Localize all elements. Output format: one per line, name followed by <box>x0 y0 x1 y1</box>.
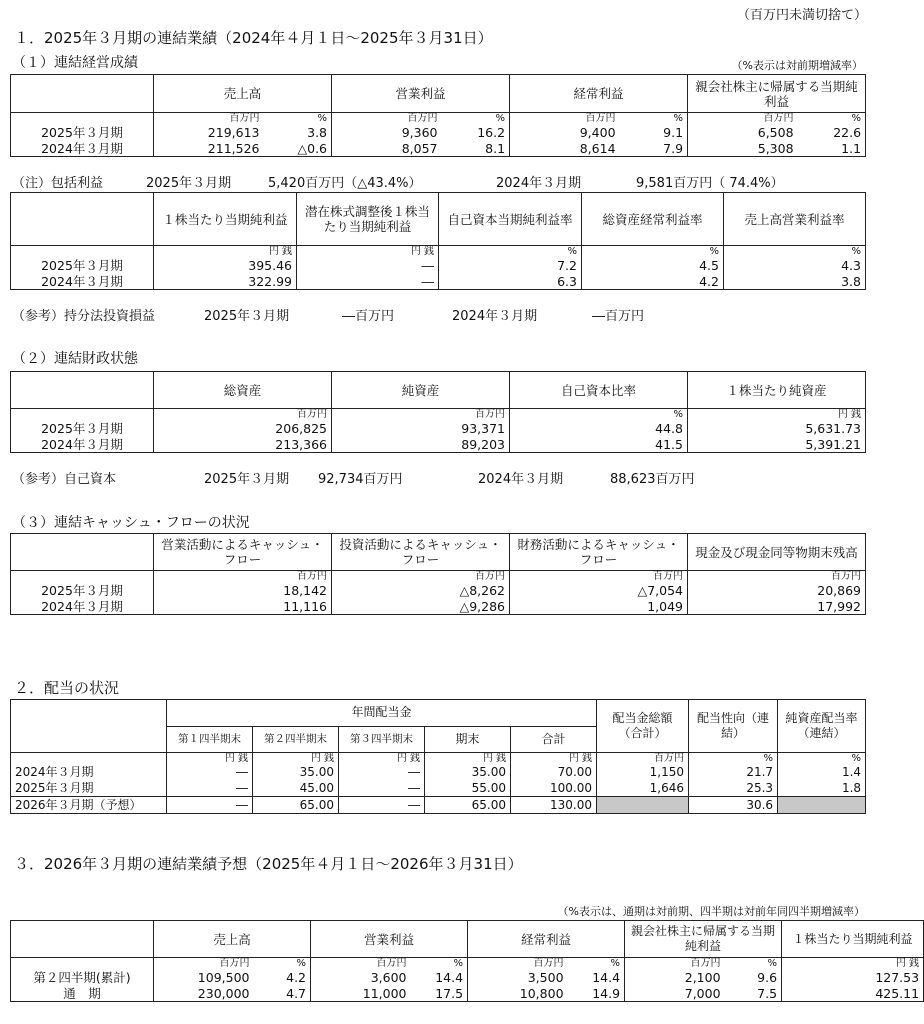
table-cell: 4.2 <box>582 273 724 290</box>
table-row <box>11 273 866 290</box>
table-cell: 14.4 <box>592 969 621 985</box>
table-cell: 10,800 <box>468 985 568 1002</box>
col-equity-ratio: 自己資本比率 <box>510 372 688 409</box>
table-cell: 百万円 <box>688 571 866 583</box>
table-cell: 6,508 <box>688 124 798 140</box>
table-cell: 213,366 <box>154 436 332 453</box>
table-cell: 41.5 <box>510 436 688 453</box>
table-row <box>11 140 866 157</box>
col-operating-income: 営業利益 <box>332 75 510 113</box>
table-cell: 17,992 <box>688 598 866 615</box>
table-cell <box>11 753 167 765</box>
table-cell: 円 銭 <box>339 753 425 765</box>
table-cell <box>11 246 154 258</box>
table-cell: 18,142 <box>154 582 332 598</box>
table-cell: % <box>510 409 688 421</box>
equity-label: （参考）自己資本 <box>12 472 117 487</box>
annual-dividend-group: 年間配当金 <box>167 700 597 727</box>
table-row <box>11 257 866 273</box>
table-row <box>11 420 866 436</box>
table-cell <box>11 921 154 958</box>
table-cell: 1,150 <box>597 764 689 780</box>
table-cell <box>11 534 154 571</box>
dividend-table <box>10 699 866 814</box>
table-cell: 1.4 <box>778 764 866 780</box>
footnote-period: 2025年３月期 <box>204 472 290 487</box>
table-cell <box>597 797 689 814</box>
table-cell: 22.6 <box>798 124 866 140</box>
table-cell: 8,057 <box>332 140 442 157</box>
table-cell: 11,116 <box>154 598 332 615</box>
section-1-title: １．2025年３月期の連結業績（2024年４月１日～2025年３月31日） <box>14 29 493 47</box>
col-sales: 売上高 <box>154 75 332 113</box>
table-cell: 45.00 <box>253 780 339 797</box>
table-row <box>11 582 866 598</box>
table-cell: 2024年３月期 <box>11 764 167 780</box>
table-cell: 7.5 <box>725 985 782 1002</box>
table-cell: ― <box>339 764 425 780</box>
col-eps: １株当たり当期純利益 <box>154 193 297 246</box>
corner-cell <box>11 75 154 113</box>
table-cell: 127.53 <box>782 969 924 985</box>
col-net-income: 親会社株主に帰属する当期純利益 <box>688 75 866 113</box>
table-cell: 円 銭 <box>511 753 597 765</box>
col-doe: 純資産配当率（連結） <box>778 700 866 753</box>
footnote-period: 2025年３月期 <box>146 176 232 191</box>
footnote-label: （注）包括利益 <box>12 176 104 191</box>
table-cell: % <box>778 753 866 765</box>
table-cell: ― <box>167 764 253 780</box>
table-cell: 2025年３月期 <box>11 780 167 797</box>
table-cell: 7,000 <box>625 985 725 1002</box>
table-cell: 百万円 <box>597 753 689 765</box>
col-total: 合計 <box>511 726 597 753</box>
table-cell: 円 銭 <box>688 409 866 421</box>
table-cell: 4.2 <box>286 969 307 985</box>
table-cell: 1,646 <box>597 780 689 797</box>
table-cell: 44.8 <box>510 420 688 436</box>
table-cell: 百万円 <box>311 958 411 970</box>
unit: 百万円 <box>154 113 264 125</box>
footnote-value: 9,581百万円（ 74.4%） <box>636 176 784 191</box>
table-cell: 100.00 <box>511 780 597 797</box>
col-net-income: 親会社株主に帰属する当期純利益 <box>625 921 782 958</box>
table-cell: 2025年３月期 <box>11 124 154 140</box>
table-cell: 14.4 <box>435 969 464 985</box>
table-cell: 1.8 <box>778 780 866 797</box>
col-roa: 総資産経常利益率 <box>582 193 724 246</box>
table-cell: 11,000 <box>311 985 411 1002</box>
col-sales: 売上高 <box>154 921 311 958</box>
table-cell: ― <box>297 257 439 273</box>
forecast-table <box>10 920 924 1002</box>
sub1-title: （１）連結経営成績 <box>12 55 138 71</box>
footnote-period: 2024年３月期 <box>478 472 564 487</box>
table-cell: 2026年３月期（予想） <box>11 797 167 814</box>
table-row <box>11 598 866 615</box>
table-cell: 通 期 <box>11 985 154 1002</box>
col-roe: 自己資本当期純利益率 <box>439 193 582 246</box>
unit: % <box>317 113 328 124</box>
table-cell: 109,500 <box>154 969 254 985</box>
table-cell: 円 銭 <box>253 753 339 765</box>
table-cell: 35.00 <box>253 764 339 780</box>
table-cell: 3.8 <box>724 273 866 290</box>
table-cell: ― <box>167 780 253 797</box>
table-cell: 16.2 <box>477 124 506 140</box>
col-q2: 第２四半期末 <box>253 726 339 753</box>
table-cell <box>11 700 167 753</box>
table-cell: 8,614 <box>510 140 620 157</box>
table-cell: 2024年３月期 <box>11 436 154 453</box>
financial-position-table <box>10 371 866 453</box>
unit: % <box>673 113 684 124</box>
table-cell: 219,613 <box>154 124 264 140</box>
table-cell: 2025年３月期 <box>11 582 154 598</box>
table-cell: 円 銭 <box>782 958 924 970</box>
table-cell <box>11 113 154 125</box>
table-cell: 9,400 <box>510 124 620 140</box>
unit: % <box>495 113 506 124</box>
table-cell: 20,869 <box>688 582 866 598</box>
table-cell: 206,825 <box>154 420 332 436</box>
footnote-period: 2025年３月期 <box>204 309 290 324</box>
table-cell: % <box>724 246 866 258</box>
per-share-table <box>10 192 866 290</box>
footnote-period: 2024年３月期 <box>452 309 538 324</box>
table-cell: 百万円 <box>332 409 510 421</box>
col-total-dividend: 配当金総額（合計） <box>597 700 689 753</box>
table-cell: % <box>582 246 724 258</box>
table-row <box>11 764 866 780</box>
table-cell: △8,262 <box>332 582 510 598</box>
sub3-title: （３）連結キャッシュ・フローの状況 <box>12 515 250 531</box>
section-3-title: ３．2026年３月期の連結業績予想（2025年４月１日～2026年３月31日） <box>14 855 523 873</box>
col-eps: １株当たり当期純利益 <box>782 921 924 958</box>
table-cell: 93,371 <box>332 420 510 436</box>
table-cell: 89,203 <box>332 436 510 453</box>
table-cell: 百万円 <box>468 958 568 970</box>
equity-method-label: （参考）持分法投資損益 <box>12 309 156 324</box>
table-cell: 2,100 <box>625 969 725 985</box>
table-cell: 円 銭 <box>297 246 439 258</box>
table-cell: 3,600 <box>311 969 411 985</box>
table-cell: 230,000 <box>154 985 254 1002</box>
table-cell: 130.00 <box>511 797 597 814</box>
table-cell: 4.7 <box>254 985 311 1002</box>
table-cell <box>11 372 154 409</box>
col-operating-cf: 営業活動によるキャッシュ・フロー <box>154 534 332 571</box>
table-row <box>11 985 924 1002</box>
table-cell: 70.00 <box>511 764 597 780</box>
table-cell: 25.3 <box>689 780 778 797</box>
table-cell: 百万円 <box>332 571 510 583</box>
table-cell: 百万円 <box>154 958 254 970</box>
sub1-note: （%表示は対前期増減率） <box>731 59 863 72</box>
table-cell: 21.7 <box>689 764 778 780</box>
col-operating-margin: 売上高営業利益率 <box>724 193 866 246</box>
table-cell: △0.6 <box>264 140 332 157</box>
table-cell: 1.1 <box>798 140 866 157</box>
table-cell: 4.5 <box>582 257 724 273</box>
table-cell: 2024年３月期 <box>11 140 154 157</box>
table-row <box>11 124 866 140</box>
table-cell: ― <box>339 780 425 797</box>
table-cell: 9.6 <box>757 969 778 985</box>
col-ordinary-income: 経常利益 <box>510 75 688 113</box>
footnote-value: 92,734百万円 <box>318 472 403 487</box>
footnote-value: 5,420百万円（△43.4%） <box>268 176 422 191</box>
table-cell: 2025年３月期 <box>11 420 154 436</box>
col-total-assets: 総資産 <box>154 372 332 409</box>
table-cell: 百万円 <box>154 571 332 583</box>
sub2-title: （２）連結財政状態 <box>12 351 138 367</box>
table-cell: 322.99 <box>154 273 297 290</box>
col-ordinary-income: 経常利益 <box>468 921 625 958</box>
footnote-value: ―百万円 <box>342 309 395 324</box>
unit-note: （百万円未満切捨て） <box>736 8 867 23</box>
cash-flow-table <box>10 533 866 615</box>
table-cell: % <box>453 958 464 969</box>
table-cell: ― <box>297 273 439 290</box>
col-investing-cf: 投資活動によるキャッシュ・フロー <box>332 534 510 571</box>
table-cell <box>11 193 154 246</box>
table-cell: 2025年３月期 <box>11 257 154 273</box>
table-cell: 9.1 <box>663 124 684 140</box>
table-cell: 35.00 <box>425 764 511 780</box>
operating-results-table <box>10 74 866 157</box>
col-operating-income: 営業利益 <box>311 921 468 958</box>
table-cell: 2024年３月期 <box>11 273 154 290</box>
table-cell: 14.9 <box>568 985 625 1002</box>
footnote-value: ―百万円 <box>592 309 645 324</box>
col-q1: 第１四半期末 <box>167 726 253 753</box>
table-cell: 55.00 <box>425 780 511 797</box>
table-cell: 65.00 <box>425 797 511 814</box>
table-cell: 6.3 <box>439 273 582 290</box>
section-2-title: ２．配当の状況 <box>14 679 120 697</box>
col-financing-cf: 財務活動によるキャッシュ・フロー <box>510 534 688 571</box>
col-cash-balance: 現金及び現金同等物期末残高 <box>688 534 866 571</box>
table-cell: △9,286 <box>332 598 510 615</box>
table-cell: 395.46 <box>154 257 297 273</box>
table-row <box>11 780 866 797</box>
table-cell: 百万円 <box>154 409 332 421</box>
table-cell: 9,360 <box>332 124 442 140</box>
col-q3: 第３四半期末 <box>339 726 425 753</box>
table-cell: 8.1 <box>442 140 510 157</box>
table-cell: % <box>610 958 621 969</box>
table-cell: % <box>439 246 582 258</box>
table-cell: 百万円 <box>625 958 725 970</box>
table-cell <box>11 571 154 583</box>
table-cell: 17.5 <box>411 985 468 1002</box>
table-cell: % <box>296 958 307 969</box>
table-cell: 円 銭 <box>425 753 511 765</box>
table-cell <box>11 958 154 970</box>
table-cell: 2024年３月期 <box>11 598 154 615</box>
table-cell: 4.3 <box>724 257 866 273</box>
table-cell: 7.9 <box>620 140 688 157</box>
unit: % <box>798 113 866 125</box>
unit: 百万円 <box>510 113 620 125</box>
table-cell: 百万円 <box>510 571 688 583</box>
footnote-period: 2024年３月期 <box>496 176 582 191</box>
table-row-forecast <box>11 797 866 814</box>
table-cell <box>778 797 866 814</box>
table-cell: ― <box>339 797 425 814</box>
table-cell: 第２四半期(累計) <box>11 969 154 985</box>
footnote-value: 88,623百万円 <box>610 472 695 487</box>
table-cell <box>11 409 154 421</box>
col-diluted-eps: 潜在株式調整後１株当たり当期純利益 <box>297 193 439 246</box>
col-payout-ratio: 配当性向（連結） <box>689 700 778 753</box>
table-cell: 円 銭 <box>167 753 253 765</box>
table-cell: 7.2 <box>439 257 582 273</box>
table-cell: % <box>689 753 778 765</box>
table-cell: 211,526 <box>154 140 264 157</box>
col-net-assets: 純資産 <box>332 372 510 409</box>
table-row <box>11 436 866 453</box>
unit: 百万円 <box>688 113 798 125</box>
table-cell: 30.6 <box>689 797 778 814</box>
table-cell: 3,500 <box>468 969 568 985</box>
table-cell: △7,054 <box>510 582 688 598</box>
col-bps: １株当たり純資産 <box>688 372 866 409</box>
table-cell: 65.00 <box>253 797 339 814</box>
table-cell: 5,391.21 <box>688 436 866 453</box>
table-cell: ― <box>167 797 253 814</box>
table-row <box>11 969 924 985</box>
table-cell: 3.8 <box>307 124 328 140</box>
col-year-end: 期末 <box>425 726 511 753</box>
unit: 百万円 <box>332 113 442 125</box>
table-cell: 円 銭 <box>154 246 297 258</box>
table-cell: 5,631.73 <box>688 420 866 436</box>
table-cell: 5,308 <box>688 140 798 157</box>
table-cell: 1,049 <box>510 598 688 615</box>
table-cell: 425.11 <box>782 985 924 1002</box>
forecast-note: （%表示は、通期は対前期、四半期は対前年同四半期増減率） <box>557 905 865 918</box>
table-cell: % <box>767 958 778 969</box>
